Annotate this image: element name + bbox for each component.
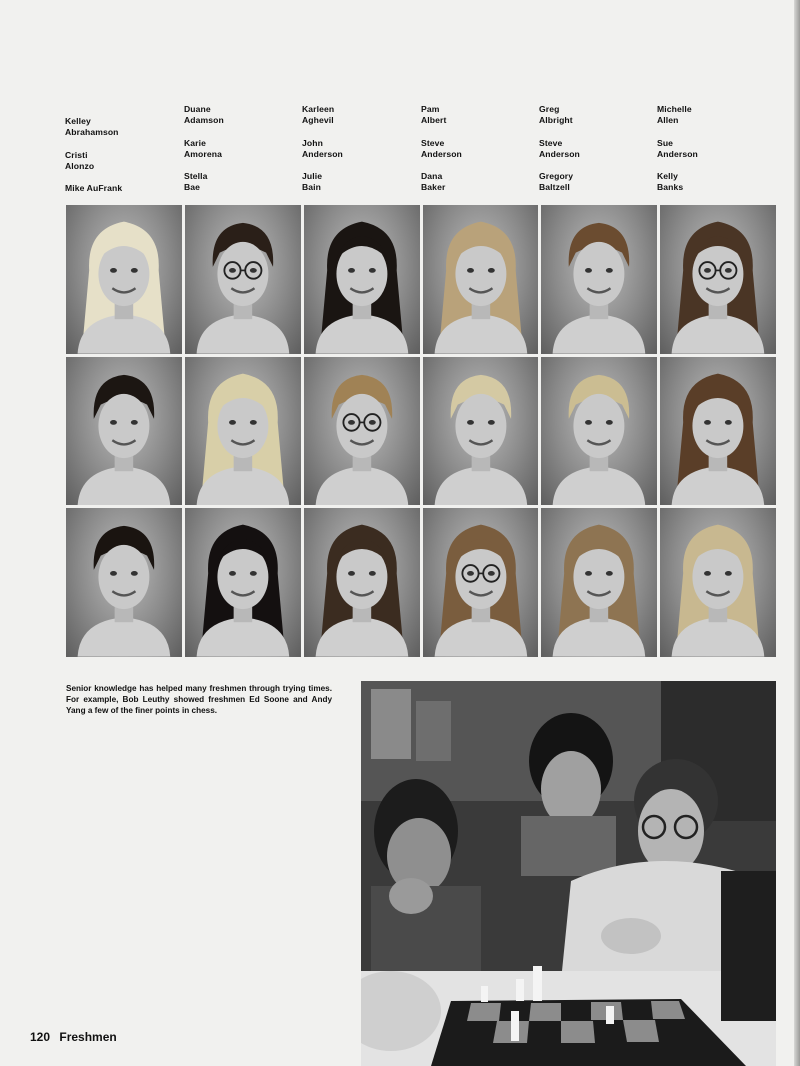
first-name: Pam <box>421 104 440 114</box>
first-name: Stella <box>184 171 208 181</box>
student-portrait <box>304 508 420 657</box>
student-portrait <box>660 205 776 354</box>
chess-photo <box>361 681 776 1066</box>
last-name: Amorena <box>184 149 222 159</box>
student-portrait <box>423 205 539 354</box>
student-portrait <box>541 205 657 354</box>
photo-caption: Senior knowledge has helped many freshmen through trying times. For example, Bob Leuthy showed freshmen Ed Soone and Andy Yang a few of the finer points in chess. <box>66 684 332 716</box>
last-name: Albert <box>421 115 447 125</box>
student-portrait <box>423 508 539 657</box>
student-portrait <box>304 357 420 506</box>
first-name: Greg <box>539 104 560 114</box>
student-portrait <box>185 508 301 657</box>
first-name: Steve <box>539 138 563 148</box>
last-name: Adamson <box>184 115 224 125</box>
student-portrait <box>541 357 657 506</box>
student-portrait <box>660 357 776 506</box>
first-name: Julie <box>302 171 323 181</box>
last-name: Banks <box>657 182 684 192</box>
student-portrait <box>304 205 420 354</box>
student-portrait <box>423 357 539 506</box>
last-name: Anderson <box>421 149 462 159</box>
last-name: Anderson <box>539 149 580 159</box>
first-name: Steve <box>421 138 445 148</box>
last-name: Anderson <box>657 149 698 159</box>
last-name: Anderson <box>302 149 343 159</box>
last-name: Bae <box>184 182 201 192</box>
student-portrait <box>185 357 301 506</box>
page-footer <box>30 1030 123 1044</box>
first-name: Gregory <box>539 171 574 181</box>
first-name: Michelle <box>657 104 692 114</box>
student-portrait <box>66 357 182 506</box>
student-portrait <box>660 508 776 657</box>
last-name: Allen <box>657 115 679 125</box>
last-name: Abrahamson <box>65 127 119 137</box>
last-name: Alonzo <box>65 161 95 171</box>
portrait-grid <box>66 205 776 657</box>
first-name: Duane <box>184 104 211 114</box>
page-number: 120 <box>30 1030 51 1044</box>
last-name: Aghevil <box>302 115 334 125</box>
student-portrait <box>66 205 182 354</box>
last-name: Baker <box>421 182 446 192</box>
first-name: Dana <box>421 171 443 181</box>
first-name: Sue <box>657 138 674 148</box>
last-name: Baltzell <box>539 182 570 192</box>
last-name: Bain <box>302 182 322 192</box>
first-name: Kelly <box>657 171 679 181</box>
chess-photo-image <box>361 681 776 1066</box>
first-name: Kelley <box>65 116 91 126</box>
full-name: Mike AuFrank <box>65 183 123 193</box>
first-name: Cristi <box>65 150 88 160</box>
first-name: Karie <box>184 138 206 148</box>
last-name: Albright <box>539 115 573 125</box>
student-names <box>0 0 800 200</box>
student-portrait <box>185 205 301 354</box>
first-name: Karleen <box>302 104 335 114</box>
student-portrait <box>66 508 182 657</box>
student-portrait <box>541 508 657 657</box>
first-name: John <box>302 138 323 148</box>
section-title: Freshmen <box>59 1030 117 1044</box>
